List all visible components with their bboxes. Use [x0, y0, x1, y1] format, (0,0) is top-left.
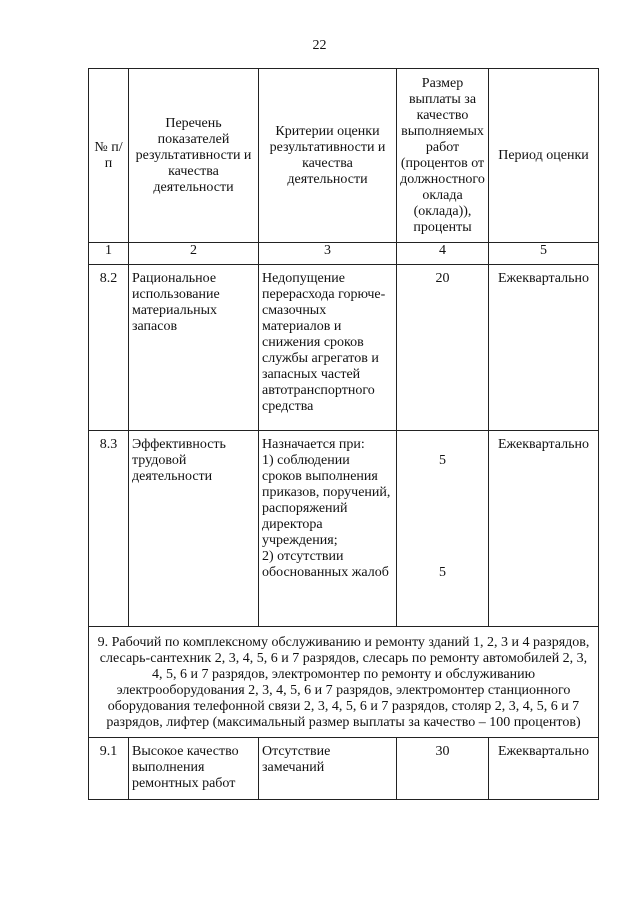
row-criteria [259, 431, 397, 627]
indicators-table [88, 68, 599, 800]
section-heading: 9. Рабочий по комплексному обслуживанию и ремонту зданий 1, 2, 3 и 4 разрядов, слесарь-сантехник 2, 3, 4, 5, 6 и 7 разрядов, слесарь по ремонту автомобилей 2, 3, 4, 5, 6 и 7 разрядов, электромонтер по ремонту и обслуживанию электрооборудования 2, 3, 4, 5, 6 и 7 разрядов, электромонтер станционного оборудования телефонной связи 2, 3, 4, 5, 6 и 7 разрядов, столяр 2, 3, 4, 5, 6 и 7 разрядов, лифтер (максимальный размер выплаты за качество – 100 процентов) [89, 627, 599, 738]
row-amount [397, 431, 489, 627]
table-row [89, 738, 599, 800]
header-number: № п/п [89, 69, 129, 243]
row-period: Ежеквартально [489, 431, 599, 627]
row-criteria: Отсутствие замечаний [259, 738, 397, 800]
row-indicator: Высокое качество выполнения ремонтных работ [129, 738, 259, 800]
header-period: Период оценки [489, 69, 599, 243]
criteria-item: 1) соблюдении сроков выполнения приказов, поручений, распоряжений директора учреждения; [262, 453, 391, 548]
section-heading-row [89, 627, 599, 738]
header-amount: Размер выплаты за качество выполняемых работ (процентов от должностного оклада (оклада)), проценты [397, 69, 489, 243]
column-number: 4 [397, 243, 489, 265]
amount-value: 5 [439, 565, 446, 580]
header-criteria: Критерии оценки результативности и качества деятельности [259, 69, 397, 243]
row-number: 9.1 [89, 738, 129, 800]
header-indicators: Перечень показателей результативности и качества деятельности [129, 69, 259, 243]
column-number: 2 [129, 243, 259, 265]
row-criteria: Недопущение перерасхода горюче-смазочных материалов и снижения сроков службы агрегатов и запасных частей автотранспортного средства [259, 265, 397, 431]
table-row [89, 431, 599, 627]
row-amount: 30 [397, 738, 489, 800]
row-number: 8.3 [89, 431, 129, 627]
criteria-intro: Назначается при: [262, 437, 365, 452]
table-row [89, 265, 599, 431]
column-number: 5 [489, 243, 599, 265]
row-period: Ежеквартально [489, 265, 599, 431]
column-number: 3 [259, 243, 397, 265]
page-number: 22 [312, 38, 327, 53]
table-header-row [89, 69, 599, 243]
column-numbering-row [89, 243, 599, 265]
row-amount: 20 [397, 265, 489, 431]
criteria-item: 2) отсутствии обоснованных жалоб [262, 549, 389, 580]
row-indicator: Рациональное использование материальных запасов [129, 265, 259, 431]
row-period: Ежеквартально [489, 738, 599, 800]
column-number: 1 [89, 243, 129, 265]
amount-value: 5 [439, 453, 446, 468]
row-indicator: Эффективность трудовой деятельности [129, 431, 259, 627]
row-number: 8.2 [89, 265, 129, 431]
